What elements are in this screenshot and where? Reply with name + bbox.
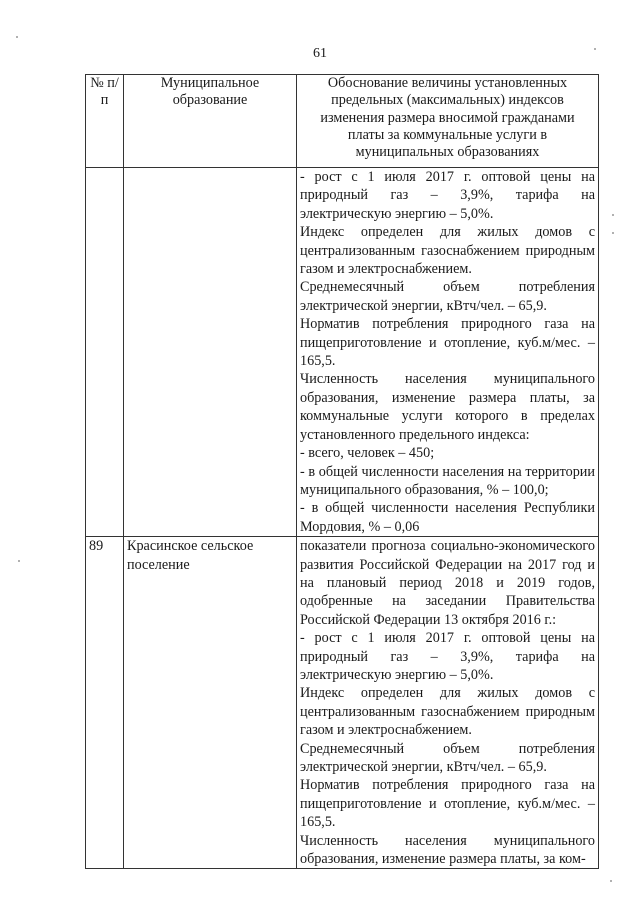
header-justification — [297, 75, 599, 168]
justification-paragraph: - в общей численности населения на территории муниципального образования, % – 100,0; — [300, 463, 595, 498]
row-number — [86, 168, 124, 537]
justification-paragraph: - рост с 1 июля 2017 г. оптовой цены на природный газ – 3,9%, тарифа на электрическую энергию – 5,0%. — [300, 169, 595, 222]
justification-paragraph: - рост с 1 июля 2017 г. оптовой цены на природный газ – 3,9%, тарифа на электрическую энергию – 5,0%. — [300, 630, 595, 683]
justification-paragraph: Среднемесячный объем потребления электрической энергии, кВтч/чел. – 65,9. — [300, 740, 595, 775]
justification-paragraph: Индекс определен для жилых домов с централизованным газоснабжением природным газом и электроснабжением. — [300, 224, 595, 278]
tariff-justification-table — [85, 74, 599, 869]
scan-speck — [16, 36, 18, 38]
header-justification-line: предельных (максимальных) индексов — [331, 92, 564, 109]
header-justification-line: Обоснование величины установленных — [327, 75, 568, 91]
table-row — [86, 537, 599, 869]
scan-speck — [612, 214, 614, 216]
row-number: 89 — [86, 537, 124, 869]
table-row — [86, 168, 599, 537]
justification-paragraph: Численность населения муниципального образования, изменение размера платы, за коммунальные услуги которого в пределах установленного предельного индекса: — [300, 371, 595, 443]
row-justification — [297, 537, 599, 869]
scan-speck — [18, 560, 20, 562]
justification-paragraph: Численность населения муниципального образования, изменение размера платы, за ком- — [300, 832, 595, 868]
justification-paragraph: показатели прогноза социально-экономического развития Российской Федерации на 2017 год и на плановый период 2018 и 2019 годов, одобренные на заседании Правительства Российской Федерации 13 октября 2016 г.: — [300, 538, 595, 628]
row-justification — [297, 168, 599, 537]
scan-speck — [612, 232, 614, 234]
row-municipality — [124, 168, 297, 537]
header-justification-line: платы за коммунальные услуги в — [347, 126, 548, 143]
header-number: № п/п — [86, 75, 124, 168]
page-number: 61 — [313, 46, 327, 61]
header-justification-line: муниципальных образованиях — [355, 144, 540, 161]
justification-paragraph: Норматив потребления природного газа на пищеприготовление и отопление, куб.м/мес. – 165,5. — [300, 316, 595, 370]
header-municipality: Муниципальное образование — [124, 75, 297, 168]
header-justification-line: изменения размера вносимой гражданами — [320, 109, 575, 126]
justification-paragraph: - в общей численности населения Республики Мордовия, % – 0,06 — [300, 500, 595, 535]
justification-paragraph: Индекс определен для жилых домов с централизованным газоснабжением природным газом и электроснабжением. — [300, 685, 595, 739]
row-municipality: Красинское сельское поселение — [124, 537, 297, 869]
justification-paragraph: Среднемесячный объем потребления электрической энергии, кВтч/чел. – 65,9. — [300, 279, 595, 314]
scan-speck — [610, 880, 612, 882]
table-header-row — [86, 75, 599, 168]
scan-speck — [594, 48, 596, 50]
justification-paragraph: - всего, человек – 450; — [300, 445, 435, 462]
justification-paragraph: Норматив потребления природного газа на пищеприготовление и отопление, куб.м/мес. – 165,5. — [300, 777, 595, 831]
